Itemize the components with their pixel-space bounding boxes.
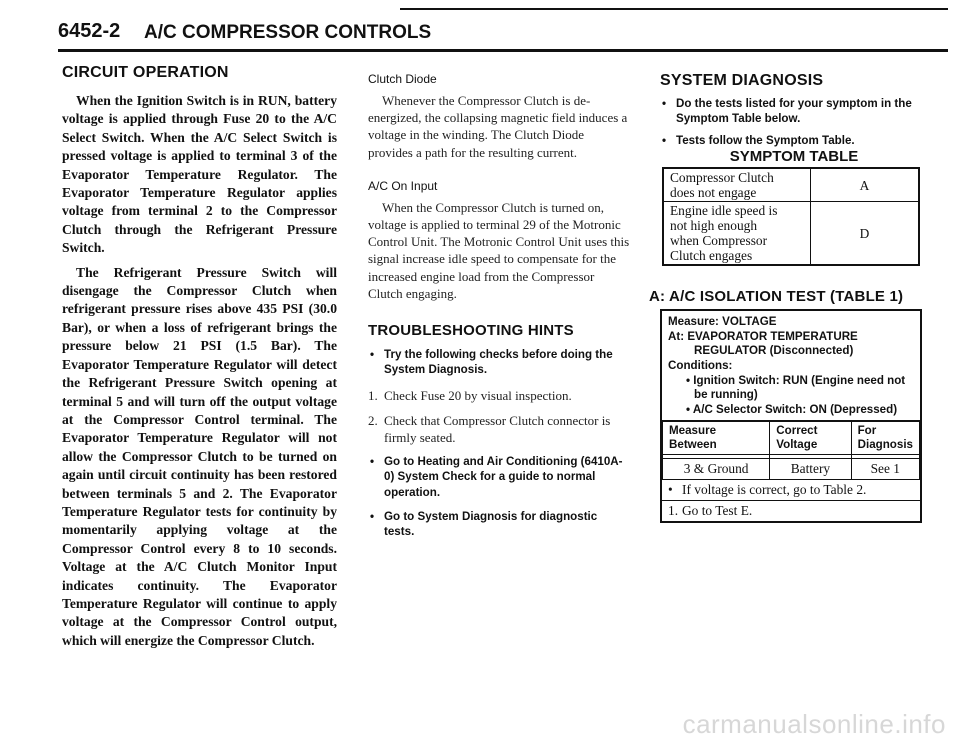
troubleshooting-heading: TROUBLESHOOTING HINTS xyxy=(368,322,574,340)
note-text: Go to Test E. xyxy=(682,503,753,519)
at-line-continued: REGULATOR (Disconnected) xyxy=(694,344,854,358)
conditions-label: Conditions: xyxy=(668,359,733,372)
isolation-test-box xyxy=(660,309,922,523)
right-column xyxy=(649,64,928,523)
note-text: If voltage is correct, go to Table 2. xyxy=(682,482,867,498)
column-header: Measure Between xyxy=(663,421,770,455)
page-number: 6452-2 xyxy=(58,20,121,42)
header-rule-divider xyxy=(58,49,948,52)
test-cell: D xyxy=(811,202,920,266)
table-cell: 3 & Ground xyxy=(663,459,770,480)
symptom-table-title: SYMPTOM TABLE xyxy=(729,148,859,166)
diagnosis-bullet-text: Do the tests listed for your symptom in the Symptom Table below. xyxy=(676,97,912,126)
condition-line: • Ignition Switch: RUN (Engine need not xyxy=(686,373,906,387)
step-number: 1. xyxy=(668,503,679,519)
symptom-cell xyxy=(663,202,811,266)
troubleshooting-bullet-text: Try the following checks before doing the System Diagnosis. xyxy=(384,348,613,377)
bullet-icon: • xyxy=(662,133,667,147)
isolation-note-step xyxy=(662,500,920,521)
page-header xyxy=(58,20,928,50)
condition-line: • A/C Selector Switch: ON (Depressed) xyxy=(686,402,898,416)
page-title: A/C COMPRESSOR CONTROLS xyxy=(144,22,432,43)
clutch-diode-text: Whenever the Compressor Clutch is de-energized, the collapsing magnetic field induces a voltage in the winding. The Clutch Diode provides a path for the resulting current. xyxy=(368,93,628,160)
symptom-table xyxy=(662,167,920,266)
symptom-line: does not engage xyxy=(670,185,757,201)
symptom-line: Engine idle speed is xyxy=(670,203,778,219)
list-item xyxy=(368,347,630,378)
symptom-cell xyxy=(663,168,811,202)
step-text: Check that Compressor Clutch connector is firmly seated. xyxy=(384,412,611,445)
column-header: Correct Voltage xyxy=(770,421,851,455)
symptom-line: not high enough xyxy=(670,218,758,234)
middle-column xyxy=(368,64,630,549)
column-header: For Diagnosis xyxy=(851,421,919,455)
clutch-diode-heading: Clutch Diode xyxy=(368,72,437,86)
step-text: Check Fuse 20 by visual inspection. xyxy=(384,387,572,403)
circuit-operation-section xyxy=(62,64,337,650)
circuit-operation-paragraph-1: When the Ignition Switch is in RUN, battery voltage is applied through Fuse 20 to the A/C Select Switch. When the A/C Select Switch is pressed voltage is applied to terminal 3 of the Evaporator Temperature Regulator. The Evaporator Temperature Regulator applies voltage from terminal 2 to the Compressor Clutch through the Refrigerant Pressure Switch. xyxy=(62,93,337,256)
isolation-note-bullet xyxy=(662,480,920,500)
table-cell: Battery xyxy=(770,459,851,480)
troubleshooting-steps xyxy=(368,387,630,446)
isolation-test-table xyxy=(662,420,920,480)
watermark-logo: carmanualsonline.info xyxy=(682,709,946,739)
symptom-line: when Compressor xyxy=(670,233,768,249)
isolation-test-conditions xyxy=(662,311,920,420)
bullet-icon: • xyxy=(370,348,375,362)
ac-on-input-heading: A/C On Input xyxy=(368,178,438,193)
bullet-icon: • xyxy=(668,482,673,498)
list-item xyxy=(368,509,630,540)
bullet-icon: • xyxy=(370,454,375,468)
list-item xyxy=(368,412,630,446)
system-diagnosis-heading: SYSTEM DIAGNOSIS xyxy=(660,72,824,89)
system-diagnosis-list xyxy=(660,96,928,148)
list-item xyxy=(660,96,928,127)
symptom-line: Compressor Clutch xyxy=(670,170,774,186)
ac-on-input-text: When the Compressor Clutch is turned on, voltage is applied to terminal 29 of the Motronic Control Unit. The Motronic Control Unit uses this signal increase idle speed to compensate for the increased engine load from the Compressor Clutch engaging. xyxy=(368,199,630,301)
measure-line: Measure: VOLTAGE xyxy=(668,315,777,329)
list-item xyxy=(368,454,630,500)
troubleshooting-bullet-text: Go to Heating and Air Conditioning (6410A-0) System Check for a guide to normal operation. xyxy=(384,454,623,499)
bullet-icon: • xyxy=(662,97,667,110)
troubleshooting-bullet-text: Go to System Diagnosis for diagnostic tests. xyxy=(384,510,598,539)
list-item xyxy=(660,133,928,148)
troubleshooting-list xyxy=(368,347,630,378)
top-rule-divider xyxy=(400,8,948,10)
test-cell: A xyxy=(811,168,920,202)
table-cell: See 1 xyxy=(851,459,919,480)
troubleshooting-list-2 xyxy=(368,454,630,540)
diagnosis-bullet-text: Tests follow the Symptom Table. xyxy=(676,133,855,147)
table-header-row xyxy=(663,421,920,455)
at-line: At: EVAPORATOR TEMPERATURE xyxy=(668,329,858,343)
list-item xyxy=(368,387,630,404)
bullet-icon: • xyxy=(370,510,375,524)
symptom-line: Clutch engages xyxy=(670,248,753,264)
circuit-operation-paragraph-2: The Refrigerant Pressure Switch will disengage the Compressor Clutch when refrigerant pressure rises above 435 PSI (30.0 Bar), or when a loss of refrigerant brings the pressure below 21 PSI (1.5 Bar). The Evaporator Temperature Regulator will detect the Refrigerant Pressure Switch opening at terminal 5 and will turn off the output voltage at the Compressor Control terminal. The Evaporator Temperature Regulator will not allow the Compressor Clutch to be turned on again until circuit continuity has been restored between terminals 5 and 2. The Evaporator Temperature Regulator tests for continuity by momentarily applying voltage at the Compressor Control every 8 to 10 seconds. Voltage at the A/C Clutch Monitor Input indicates continuity. The Evaporator Temperature Regulator will continue to apply voltage at the Compressor Control output, which will energize the Compressor Clutch. xyxy=(62,264,337,648)
table-row xyxy=(663,168,919,202)
table-row xyxy=(663,202,919,266)
step-number: 2. xyxy=(368,412,378,428)
table-row xyxy=(663,459,920,480)
circuit-operation-heading: CIRCUIT OPERATION xyxy=(62,64,229,81)
isolation-test-title: A: A/C ISOLATION TEST (TABLE 1) xyxy=(649,288,904,306)
step-number: 1. xyxy=(368,387,378,403)
condition-line-continued: be running) xyxy=(694,388,758,402)
